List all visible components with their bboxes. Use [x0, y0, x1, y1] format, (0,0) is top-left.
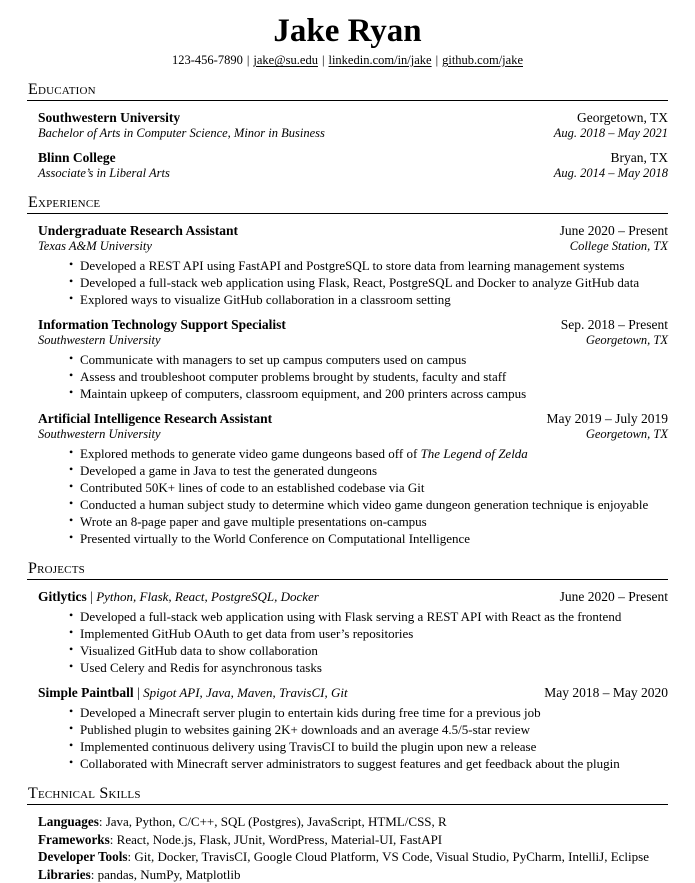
job-location: Georgetown, TX: [586, 427, 668, 442]
job-title: Information Technology Support Specialist: [38, 317, 286, 333]
skills-separator: :: [110, 832, 117, 847]
bullet-item: • Published plugin to websites gaining 2K+ downloads and an average 4.5/5-star review: [68, 721, 668, 738]
section-projects: [27, 560, 668, 772]
bullet-item: • Explored methods to generate video game dungeons based off of The Legend of Zelda: [68, 445, 668, 462]
project-tech: Spigot API, Java, Maven, TravisCI, Git: [143, 685, 347, 700]
skills-row: [38, 866, 668, 883]
section-divider: [27, 579, 668, 580]
github-link[interactable]: github.com/jake: [442, 53, 523, 67]
bullet-list: [38, 704, 668, 772]
job-dates: June 2020 – Present: [560, 223, 668, 239]
section-divider: [27, 213, 668, 214]
bullet-list: [38, 351, 668, 402]
bullet-item: • Maintain upkeep of computers, classroom equipment, and 200 printers across campus: [68, 385, 668, 402]
linkedin-link[interactable]: linkedin.com/in/jake: [328, 53, 431, 67]
bullet-item: • Developed a game in Java to test the generated dungeons: [68, 462, 668, 479]
resume-header: [27, 12, 668, 68]
project-entry: [38, 589, 668, 676]
degree-text: Associate’s in Liberal Arts: [38, 166, 170, 181]
employer-name: Southwestern University: [38, 427, 161, 442]
skills-values: pandas, NumPy, Matplotlib: [98, 867, 241, 882]
contact-separator: |: [243, 53, 254, 67]
skills-values: React, Node.js, Flask, JUnit, WordPress, Material-UI, FastAPI: [117, 832, 442, 847]
skills-separator: :: [99, 814, 106, 829]
phone-text: 123-456-7890: [172, 53, 243, 67]
experience-entry: [38, 223, 668, 308]
education-dates: Aug. 2014 – May 2018: [554, 166, 668, 181]
project-dates: June 2020 – Present: [560, 589, 668, 605]
job-title: Undergraduate Research Assistant: [38, 223, 238, 239]
name-heading: Jake Ryan: [27, 12, 668, 50]
experience-entry: [38, 411, 668, 547]
skills-label: Developer Tools: [38, 849, 128, 864]
skills-row: [38, 831, 668, 849]
section-technical-skills: [27, 785, 668, 883]
project-dates: May 2018 – May 2020: [544, 685, 668, 701]
project-tech: Python, Flask, React, PostgreSQL, Docker: [96, 589, 319, 604]
job-dates: May 2019 – July 2019: [547, 411, 669, 427]
bullet-item: • Developed a Minecraft server plugin to entertain kids during free time for a previous job: [68, 704, 668, 721]
skills-separator: :: [91, 867, 98, 882]
skills-values: Java, Python, C/C++, SQL (Postgres), JavaScript, HTML/CSS, R: [106, 814, 447, 829]
project-name: Simple Paintball: [38, 685, 134, 700]
bullet-item: • Communicate with managers to set up campus computers used on campus: [68, 351, 668, 368]
bullet-list: [38, 608, 668, 676]
skills-separator: :: [128, 849, 135, 864]
bullet-item: • Wrote an 8-page paper and gave multiple presentations on-campus: [68, 513, 668, 530]
skills-row: [38, 848, 668, 866]
contact-separator: |: [432, 53, 443, 67]
experience-entry: [38, 317, 668, 402]
institution-location: Bryan, TX: [611, 150, 669, 166]
employer-name: Southwestern University: [38, 333, 161, 348]
section-title: Experience: [27, 194, 668, 211]
skills-label: Libraries: [38, 867, 91, 882]
bullet-item: • Conducted a human subject study to determine which video game dungeon generation technique is enjoyable: [68, 496, 668, 513]
bullet-item: • Contributed 50K+ lines of code to an established codebase via Git: [68, 479, 668, 496]
skills-label: Languages: [38, 814, 99, 829]
bullet-item: • Implemented continuous delivery using TravisCI to build the plugin upon new a release: [68, 738, 668, 755]
email-link[interactable]: jake@su.edu: [253, 53, 318, 67]
education-dates: Aug. 2018 – May 2021: [554, 126, 668, 141]
project-entry: [38, 685, 668, 772]
project-name: Gitlytics: [38, 589, 87, 604]
bullet-item: • Visualized GitHub data to show collaboration: [68, 642, 668, 659]
employer-name: Texas A&M University: [38, 239, 152, 254]
bullet-item: • Explored ways to visualize GitHub collaboration in a classroom setting: [68, 291, 668, 308]
section-experience: [27, 194, 668, 547]
institution-name: Southwestern University: [38, 110, 180, 126]
section-title: Projects: [27, 560, 668, 577]
contact-line: [27, 53, 668, 68]
job-location: College Station, TX: [570, 239, 668, 254]
section-divider: [27, 804, 668, 805]
degree-text: Bachelor of Arts in Computer Science, Minor in Business: [38, 126, 325, 141]
education-entry: [38, 150, 668, 181]
bullet-item: • Developed a full-stack web application using with Flask serving a REST API with React as the frontend: [68, 608, 668, 625]
section-education: [27, 81, 668, 181]
bullet-item: • Developed a REST API using FastAPI and PostgreSQL to store data from learning management systems: [68, 257, 668, 274]
bullet-item: • Collaborated with Minecraft server administrators to suggest features and get feedback about the plugin: [68, 755, 668, 772]
bullet-list: [38, 445, 668, 547]
section-title: Education: [27, 81, 668, 98]
skills-values: Git, Docker, TravisCI, Google Cloud Platform, VS Code, Visual Studio, PyCharm, IntelliJ, Eclipse: [134, 849, 649, 864]
bullet-item: • Presented virtually to the World Conference on Computational Intelligence: [68, 530, 668, 547]
education-entry: [38, 110, 668, 141]
institution-location: Georgetown, TX: [577, 110, 668, 126]
skills-row: [38, 813, 668, 831]
bullet-item: • Developed a full-stack web application using Flask, React, PostgreSQL and Docker to analyze GitHub data: [68, 274, 668, 291]
bullet-item: • Assess and troubleshoot computer problems brought by students, faculty and staff: [68, 368, 668, 385]
section-title: Technical Skills: [27, 785, 668, 802]
bullet-item: • Implemented GitHub OAuth to get data from user’s repositories: [68, 625, 668, 642]
institution-name: Blinn College: [38, 150, 116, 166]
job-dates: Sep. 2018 – Present: [561, 317, 668, 333]
bullet-list: [38, 257, 668, 308]
bullet-item: • Used Celery and Redis for asynchronous tasks: [68, 659, 668, 676]
project-separator: |: [134, 685, 143, 700]
contact-separator: |: [318, 53, 329, 67]
section-divider: [27, 100, 668, 101]
job-title: Artificial Intelligence Research Assistant: [38, 411, 272, 427]
project-separator: |: [87, 589, 96, 604]
skills-label: Frameworks: [38, 832, 110, 847]
job-location: Georgetown, TX: [586, 333, 668, 348]
